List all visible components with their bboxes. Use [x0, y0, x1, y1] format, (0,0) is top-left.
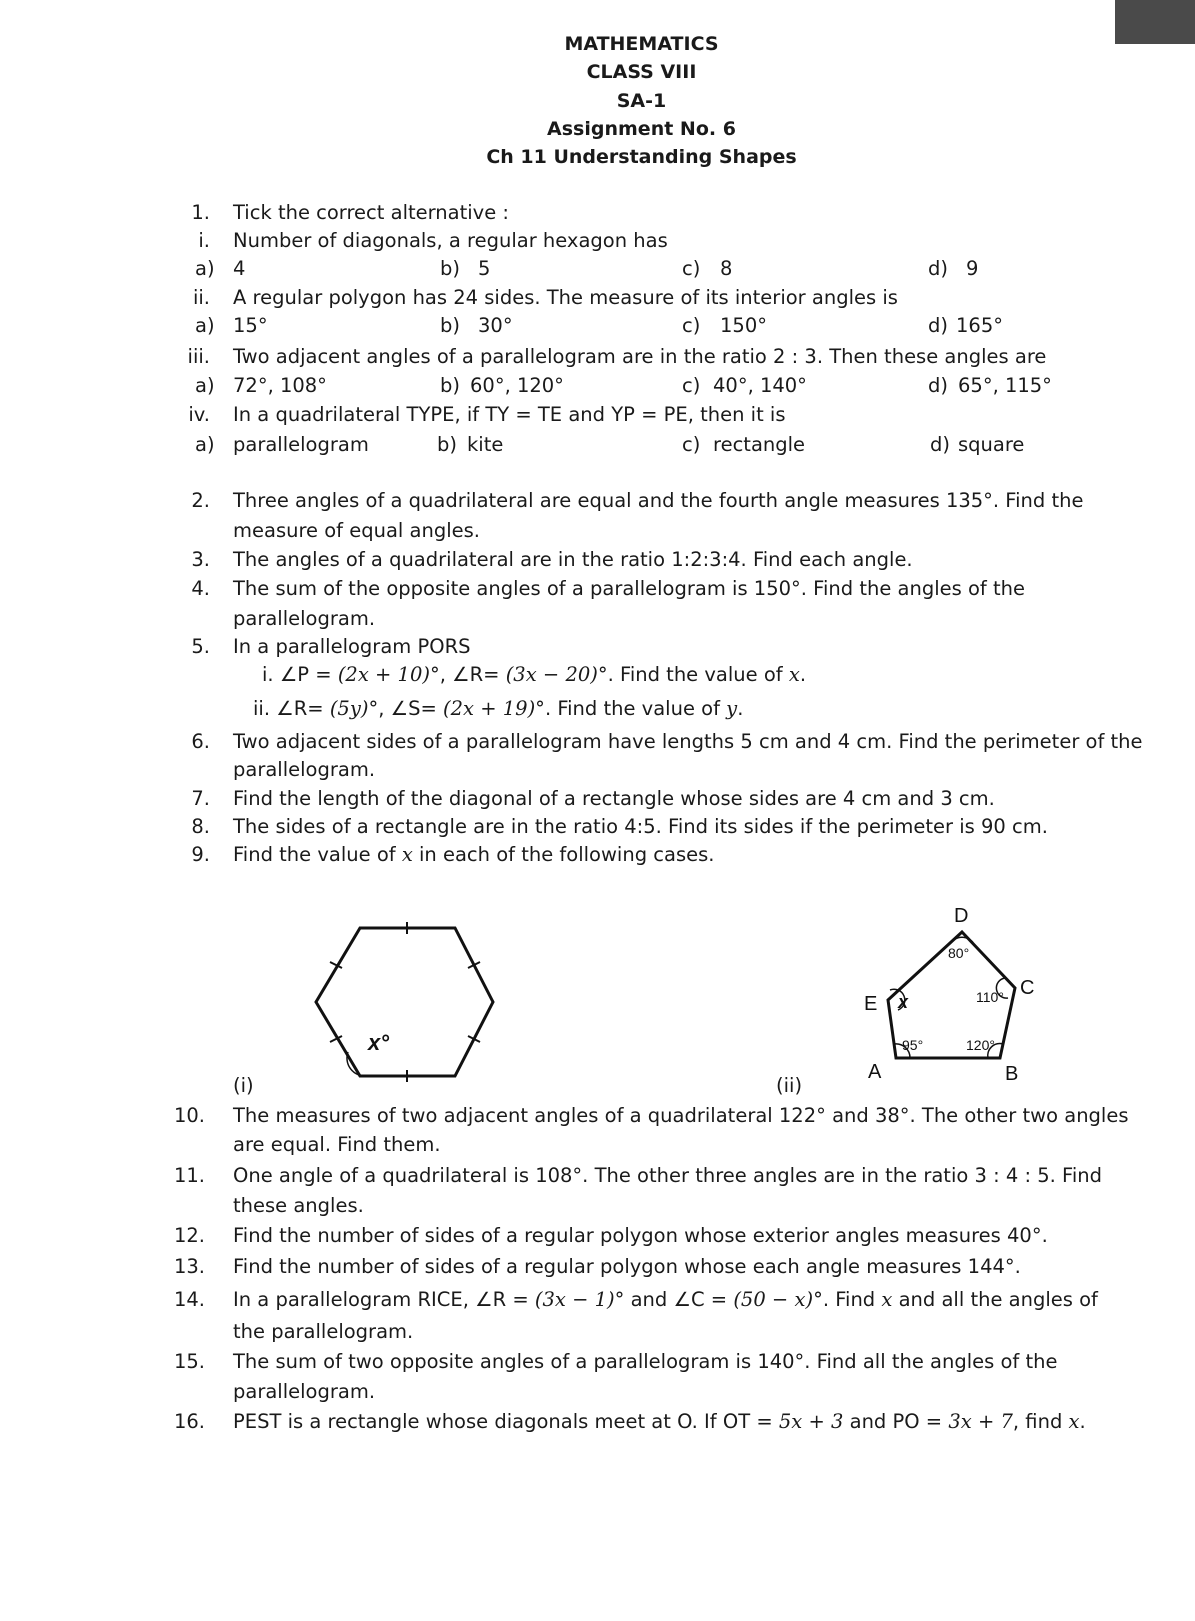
q16-number: 16. [173, 1410, 205, 1433]
q1-iv-text: In a quadrilateral TYPE, if TY = TE and YP = PE, then it is [233, 403, 786, 426]
q13-line1: Find the number of sides of a regular polygon whose each angle measures 144°. [233, 1255, 1021, 1278]
q16-line1 [233, 1410, 1086, 1433]
q5-i-a1: ∠P = [279, 663, 338, 686]
q5-i-expr1: (2x + 10)° [337, 663, 440, 686]
q5-i-end: . [799, 663, 807, 686]
q4-line1: The sum of the opposite angles of a parallelogram is 150°. Find the angles of the [233, 577, 1025, 600]
option-value: 65°, 115° [958, 374, 1052, 397]
q9-number: 9. [191, 843, 210, 866]
option-value: 4 [233, 257, 246, 280]
q1-number: 1. [191, 201, 210, 224]
q5-i-a2: , ∠R= [439, 663, 506, 686]
q10-line1: The measures of two adjacent angles of a quadrilateral 122° and 38°. The other two angles [233, 1104, 1129, 1127]
option-label: d) [928, 314, 948, 337]
option-label: d) [930, 433, 950, 456]
q4-line2: parallelogram. [233, 607, 376, 630]
q14-expr1: (3x − 1)° [534, 1288, 625, 1311]
hexagon-figure [300, 920, 500, 1085]
q1-text: Tick the correct alternative : [233, 201, 509, 224]
q11-number: 11. [173, 1164, 205, 1187]
option-label: c) [682, 433, 701, 456]
q16-expr1: 5x + 3 [778, 1410, 844, 1433]
q2-line2: measure of equal angles. [233, 519, 480, 542]
q5-sub-i [262, 663, 806, 686]
q16-end: . [1079, 1410, 1086, 1433]
option-label: b) [437, 433, 457, 456]
option-value: 9 [966, 257, 979, 280]
q1-iii-roman: iii. [187, 345, 210, 368]
q14-a1: In a parallelogram RICE, ∠R = [233, 1288, 535, 1311]
q6-line2: parallelogram. [233, 758, 376, 781]
q11-line1: One angle of a quadrilateral is 108°. The other three angles are in the ratio 3 : 4 : 5. Find [233, 1164, 1103, 1187]
q16-a2: and PO = [843, 1410, 949, 1433]
q5-ii-a1: ∠R= [276, 697, 330, 720]
option-label: b) [440, 257, 460, 280]
option-value: kite [467, 433, 504, 456]
q5-ii-a3: . Find the value of [544, 697, 727, 720]
option-label: d) [928, 374, 948, 397]
option-value: 8 [720, 257, 733, 280]
figure-i-label: (i) [233, 1074, 254, 1097]
q14-line2: the parallelogram. [233, 1320, 414, 1343]
q1-ii-text: A regular polygon has 24 sides. The measure of its interior angles is [233, 286, 898, 309]
q5-i-roman: i. [262, 663, 274, 686]
option-label: b) [440, 314, 460, 337]
q10-number: 10. [173, 1104, 205, 1127]
q1-i-text: Number of diagonals, a regular hexagon has [233, 229, 668, 252]
vertex-label-a: A [868, 1061, 882, 1083]
q1-iv-roman: iv. [188, 403, 210, 426]
figure-ii-label: (ii) [776, 1074, 803, 1097]
vertex-label-b: B [1005, 1063, 1019, 1085]
vertex-label-c: C [1020, 977, 1035, 999]
option-value: 60°, 120° [470, 374, 564, 397]
q14-a3: . Find [822, 1288, 882, 1311]
option-value: parallelogram [233, 433, 369, 456]
q16-a3: , find [1012, 1410, 1069, 1433]
q9-var: x [401, 843, 413, 866]
q14-expr2: (50 − x)° [733, 1288, 823, 1311]
q12-line1: Find the number of sides of a regular polygon whose exterior angles measures 40°. [233, 1224, 1048, 1247]
q8-number: 8. [191, 815, 210, 838]
q6-line1: Two adjacent sides of a parallelogram have lengths 5 cm and 4 cm. Find the perimeter of the [233, 730, 1143, 753]
q14-var: x [881, 1288, 893, 1311]
q9-a2: in each of the following cases. [412, 843, 715, 866]
angle-d-label: 80° [948, 945, 970, 961]
chapter-title: Ch 11 Understanding Shapes [486, 146, 797, 168]
q15-number: 15. [173, 1350, 205, 1373]
option-value: 40°, 140° [713, 374, 807, 397]
q5-i-expr2: (3x − 20)° [505, 663, 608, 686]
angle-c-label: 110° [976, 989, 1004, 1005]
q14-a4: and all the angles of [892, 1288, 1098, 1311]
q5-line1: In a parallelogram PORS [233, 635, 471, 658]
vertex-label-d: D [954, 905, 969, 927]
option-value: 150° [720, 314, 767, 337]
option-label: c) [682, 374, 701, 397]
hexagon-angle-label: x° [368, 1030, 390, 1055]
assignment-title: Assignment No. 6 [547, 118, 736, 140]
q15-line2: parallelogram. [233, 1380, 376, 1403]
q6-number: 6. [191, 730, 210, 753]
q14-a2: and ∠C = [624, 1288, 734, 1311]
q16-var: x [1068, 1410, 1080, 1433]
q1-i-roman: i. [198, 229, 210, 252]
q5-ii-var: y [726, 697, 738, 720]
option-label: a) [195, 314, 215, 337]
option-label: d) [928, 257, 948, 280]
q15-line1: The sum of two opposite angles of a parallelogram is 140°. Find all the angles of the [233, 1350, 1058, 1373]
angle-b-label: 120° [966, 1037, 995, 1053]
option-value: 165° [956, 314, 1003, 337]
q1-iii-text: Two adjacent angles of a parallelogram are in the ratio 2 : 3. Then these angles are [233, 345, 1047, 368]
q13-number: 13. [173, 1255, 205, 1278]
q5-number: 5. [191, 635, 210, 658]
vertex-label-e: E [864, 993, 878, 1015]
q5-sub-ii [253, 697, 743, 720]
q5-ii-expr2: (2x + 19)° [443, 697, 545, 720]
q2-number: 2. [191, 489, 210, 512]
q5-ii-roman: ii. [253, 697, 271, 720]
q16-expr2: 3x + 7 [948, 1410, 1013, 1433]
q7-line1: Find the length of the diagonal of a rectangle whose sides are 4 cm and 3 cm. [233, 787, 995, 810]
hexagon-shape [316, 928, 493, 1076]
q5-ii-expr1: (5y)° [329, 697, 379, 720]
option-label: a) [195, 257, 215, 280]
option-label: c) [682, 257, 701, 280]
q12-number: 12. [173, 1224, 205, 1247]
subject-title: MATHEMATICS [564, 33, 719, 55]
q3-line1: The angles of a quadrilateral are in the ratio 1:2:3:4. Find each angle. [233, 548, 913, 571]
q2-line1: Three angles of a quadrilateral are equal and the fourth angle measures 135°. Find the [233, 489, 1084, 512]
option-value: 72°, 108° [233, 374, 327, 397]
option-value: rectangle [713, 433, 806, 456]
option-label: a) [195, 374, 215, 397]
q14-line1 [233, 1288, 1098, 1311]
q8-line1: The sides of a rectangle are in the ratio 4:5. Find its sides if the perimeter is 90 cm. [233, 815, 1048, 838]
option-value: 5 [478, 257, 491, 280]
q5-ii-end: . [737, 697, 744, 720]
class-title: CLASS VIII [586, 61, 697, 83]
option-label: c) [682, 314, 701, 337]
q14-number: 14. [173, 1288, 205, 1311]
option-label: a) [195, 433, 215, 456]
q5-i-var: x [788, 663, 800, 686]
angle-a-label: 95° [902, 1037, 924, 1053]
hexagon-tick-marks [330, 922, 480, 1082]
q9-line1 [233, 843, 714, 866]
q5-ii-a2: , ∠S= [378, 697, 444, 720]
option-value: 30° [478, 314, 513, 337]
q10-line2: are equal. Find them. [233, 1133, 441, 1156]
q9-a1: Find the value of [233, 843, 402, 866]
q1-ii-roman: ii. [192, 286, 210, 309]
q7-number: 7. [191, 787, 210, 810]
angle-e-label: x [898, 992, 909, 1012]
term-title: SA-1 [616, 90, 667, 112]
q11-line2: these angles. [233, 1194, 364, 1217]
pentagon-figure [850, 900, 1050, 1090]
q4-number: 4. [191, 577, 210, 600]
option-value: 15° [233, 314, 268, 337]
q5-i-a3: . Find the value of [607, 663, 789, 686]
option-label: b) [440, 374, 460, 397]
q3-number: 3. [191, 548, 210, 571]
q16-a1: PEST is a rectangle whose diagonals meet at O. If OT = [233, 1410, 779, 1433]
option-value: square [958, 433, 1025, 456]
